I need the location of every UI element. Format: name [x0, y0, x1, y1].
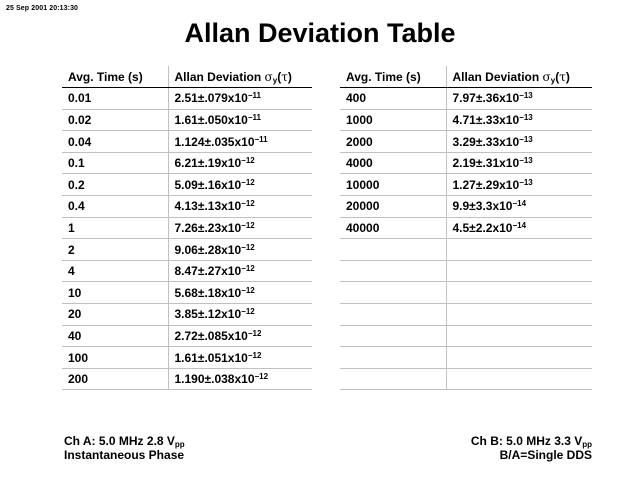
allan-deviation-cell — [446, 131, 592, 153]
table-row — [340, 260, 592, 282]
deviation-mantissa: 7.97±.36x10 — [452, 91, 520, 106]
table-row — [340, 174, 592, 196]
avg-time-cell: 10 — [62, 282, 168, 304]
deviation-mantissa: 5.68±.18x10 — [174, 285, 242, 300]
sigma-symbol: σ — [264, 69, 273, 84]
deviation-mantissa: 3.85±.12x10 — [174, 307, 242, 322]
table-row — [62, 131, 312, 153]
avg-time-cell — [340, 304, 446, 326]
tau-open-paren: ( — [555, 69, 560, 84]
allan-deviation-cell — [446, 239, 592, 261]
allan-deviation-table-left — [62, 66, 312, 390]
deviation-exponent: −11 — [254, 134, 268, 144]
header-adev-text: Allan Deviation — [174, 69, 262, 84]
avg-time-cell: 1000 — [340, 109, 446, 131]
avg-time-cell — [340, 368, 446, 390]
avg-time-cell: 2 — [62, 239, 168, 261]
avg-time-cell: 40 — [62, 325, 168, 347]
avg-time-cell — [340, 260, 446, 282]
footer-channel-a-line1 — [64, 434, 185, 448]
allan-deviation-cell — [168, 304, 312, 326]
sigma-subscript: y — [272, 75, 278, 85]
table-row — [62, 196, 312, 218]
deviation-mantissa: 9.06±.28x10 — [174, 242, 242, 257]
deviation-mantissa: 8.47±.27x10 — [174, 264, 242, 279]
deviation-mantissa: 4.5±2.2x10 — [452, 220, 513, 235]
allan-deviation-cell — [168, 196, 312, 218]
allan-deviation-cell — [168, 325, 312, 347]
sigma-symbol: σ — [542, 69, 551, 84]
allan-deviation-cell — [446, 282, 592, 304]
deviation-mantissa: 1.61±.050x10 — [174, 112, 248, 127]
allan-deviation-cell — [446, 217, 592, 239]
deviation-exponent: −12 — [241, 264, 255, 274]
deviation-mantissa: 9.9±3.3x10 — [452, 199, 513, 214]
deviation-exponent: −12 — [241, 177, 255, 187]
table-row — [62, 88, 312, 110]
table-row — [62, 304, 312, 326]
allan-deviation-cell — [446, 347, 592, 369]
footer-channel-b — [471, 434, 592, 462]
avg-time-cell: 0.2 — [62, 174, 168, 196]
deviation-exponent: −12 — [241, 156, 255, 166]
tau-symbol: τ — [281, 69, 288, 84]
avg-time-cell: 10000 — [340, 174, 446, 196]
avg-time-cell: 100 — [62, 347, 168, 369]
allan-deviation-cell — [168, 109, 312, 131]
channel-a-vpp-sub: pp — [174, 440, 185, 449]
avg-time-cell: 0.02 — [62, 109, 168, 131]
avg-time-cell: 2000 — [340, 131, 446, 153]
avg-time-cell: 4000 — [340, 152, 446, 174]
allan-deviation-cell — [446, 174, 592, 196]
deviation-mantissa: 1.27±.29x10 — [452, 177, 520, 192]
allan-deviation-cell — [446, 196, 592, 218]
table-row — [340, 304, 592, 326]
table-row — [62, 325, 312, 347]
table-row — [62, 152, 312, 174]
table-row — [62, 368, 312, 390]
table-row — [340, 282, 592, 304]
avg-time-cell: 20 — [62, 304, 168, 326]
table-row — [340, 347, 592, 369]
allan-deviation-cell — [168, 152, 312, 174]
table-header-row — [340, 66, 592, 88]
allan-deviation-cell — [168, 88, 312, 110]
avg-time-cell — [340, 347, 446, 369]
deviation-exponent: −12 — [247, 350, 262, 360]
page-title: Allan Deviation Table — [184, 18, 456, 48]
deviation-mantissa: 2.51±.079x10 — [174, 91, 248, 106]
allan-deviation-cell — [168, 282, 312, 304]
table-row — [62, 239, 312, 261]
tau-close-paren: ) — [287, 69, 292, 84]
header-allan-deviation — [446, 66, 592, 88]
table-row — [340, 368, 592, 390]
table-row — [340, 217, 592, 239]
avg-time-cell: 40000 — [340, 217, 446, 239]
deviation-exponent: −12 — [241, 285, 255, 295]
deviation-mantissa: 4.13±.13x10 — [174, 199, 242, 214]
allan-deviation-cell — [446, 304, 592, 326]
avg-time-cell: 0.4 — [62, 196, 168, 218]
deviation-exponent: −13 — [519, 112, 533, 122]
deviation-mantissa: 4.71±.33x10 — [452, 112, 520, 127]
avg-time-cell: 0.1 — [62, 152, 168, 174]
table-row — [62, 174, 312, 196]
table-row — [62, 217, 312, 239]
deviation-exponent: −12 — [241, 307, 255, 317]
avg-time-cell: 0.04 — [62, 131, 168, 153]
allan-deviation-cell — [168, 260, 312, 282]
allan-deviation-table-right — [340, 66, 592, 390]
allan-deviation-cell — [446, 325, 592, 347]
allan-deviation-cell — [168, 368, 312, 390]
table-row — [62, 109, 312, 131]
deviation-exponent: −12 — [254, 372, 269, 382]
deviation-mantissa: 2.19±.31x10 — [452, 156, 520, 171]
deviation-exponent: −12 — [241, 242, 255, 252]
table-row — [340, 88, 592, 110]
tau-symbol: τ — [559, 69, 566, 84]
avg-time-cell — [340, 239, 446, 261]
deviation-mantissa: 3.29±.33x10 — [452, 134, 520, 149]
table-row — [340, 239, 592, 261]
table-row — [62, 260, 312, 282]
channel-a-signal: Ch A: 5.0 MHz 2.8 V — [64, 434, 175, 448]
avg-time-cell: 1 — [62, 217, 168, 239]
avg-time-cell — [340, 282, 446, 304]
allan-deviation-cell — [168, 131, 312, 153]
avg-time-cell: 400 — [340, 88, 446, 110]
table-row — [340, 109, 592, 131]
avg-time-cell: 4 — [62, 260, 168, 282]
sigma-subscript: y — [550, 75, 556, 85]
deviation-mantissa: 7.26±.23x10 — [174, 220, 242, 235]
channel-b-signal: Ch B: 5.0 MHz 3.3 V — [470, 434, 583, 448]
deviation-exponent: −14 — [512, 199, 527, 209]
footer-channel-a — [64, 434, 185, 462]
table-row — [62, 282, 312, 304]
allan-deviation-cell — [168, 217, 312, 239]
deviation-exponent: −12 — [247, 328, 262, 338]
header-avg-time: Avg. Time (s) — [340, 66, 446, 88]
timestamp: 25 Sep 2001 20:13:30 — [6, 5, 79, 12]
avg-time-cell — [340, 325, 446, 347]
allan-deviation-cell — [168, 239, 312, 261]
footer-channel-b-line1 — [471, 434, 592, 448]
allan-deviation-cell — [446, 260, 592, 282]
header-allan-deviation — [168, 66, 312, 88]
deviation-mantissa: 1.124±.035x10 — [174, 134, 255, 149]
deviation-exponent: −13 — [519, 156, 533, 166]
table-row — [340, 196, 592, 218]
deviation-mantissa: 5.09±.16x10 — [174, 177, 242, 192]
channel-a-description: Instantaneous Phase — [64, 448, 185, 462]
table-row — [62, 347, 312, 369]
allan-deviation-cell — [446, 109, 592, 131]
allan-deviation-cell — [446, 368, 592, 390]
deviation-exponent: −12 — [241, 220, 255, 230]
deviation-exponent: −12 — [241, 199, 255, 209]
tau-close-paren: ) — [565, 69, 570, 84]
table-row — [340, 131, 592, 153]
channel-b-description: B/A=Single DDS — [499, 448, 592, 462]
avg-time-cell: 0.01 — [62, 88, 168, 110]
allan-deviation-cell — [168, 174, 312, 196]
header-avg-time: Avg. Time (s) — [62, 66, 168, 88]
allan-deviation-cell — [446, 152, 592, 174]
tau-open-paren: ( — [277, 69, 282, 84]
allan-deviation-cell — [446, 88, 592, 110]
deviation-exponent: −14 — [512, 220, 527, 230]
allan-deviation-cell — [168, 347, 312, 369]
deviation-mantissa: 2.72±.085x10 — [174, 328, 248, 343]
deviation-mantissa: 6.21±.19x10 — [174, 156, 242, 171]
avg-time-cell: 200 — [62, 368, 168, 390]
deviation-mantissa: 1.190±.038x10 — [174, 372, 255, 387]
table-row — [340, 325, 592, 347]
deviation-exponent: −13 — [519, 177, 533, 187]
deviation-exponent: −13 — [519, 134, 533, 144]
avg-time-cell: 20000 — [340, 196, 446, 218]
deviation-exponent: −13 — [519, 91, 533, 101]
channel-b-vpp-sub: pp — [582, 440, 592, 449]
table-header-row — [62, 66, 312, 88]
deviation-mantissa: 1.61±.051x10 — [174, 350, 248, 365]
table-row — [340, 152, 592, 174]
header-adev-text: Allan Deviation — [452, 69, 540, 84]
deviation-exponent: −11 — [247, 91, 261, 101]
deviation-exponent: −11 — [247, 112, 261, 122]
